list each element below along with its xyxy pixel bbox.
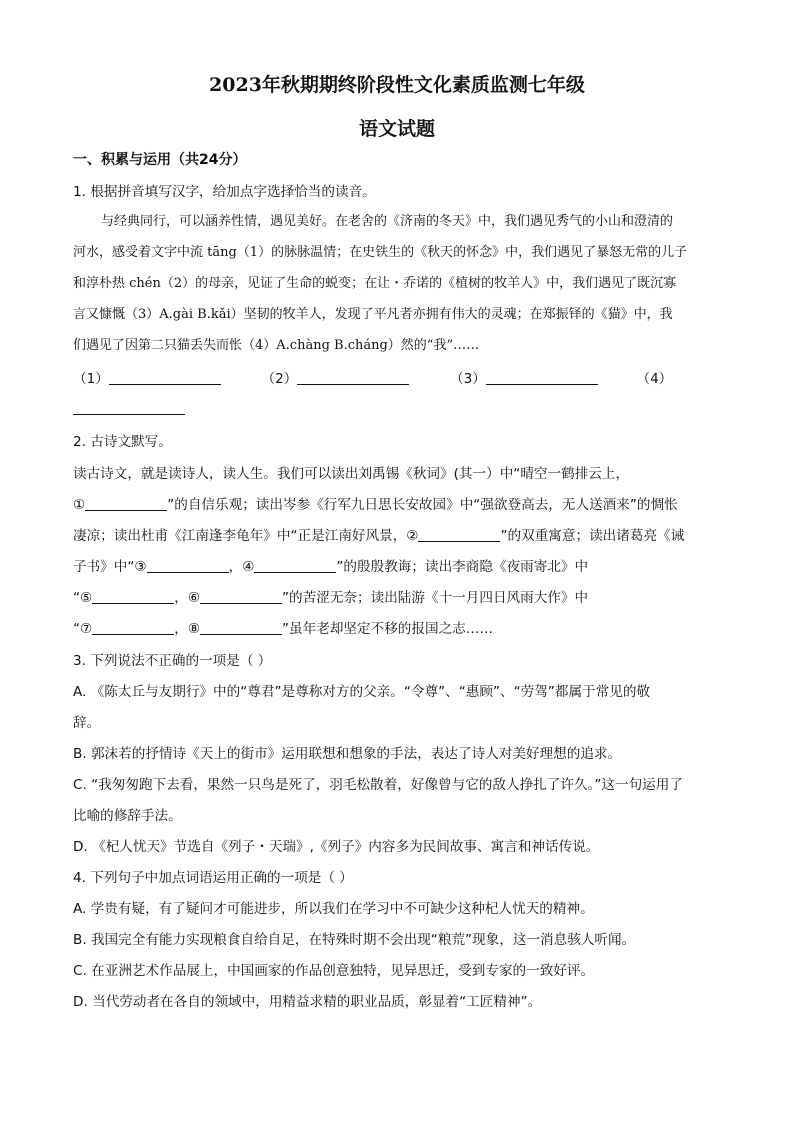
q3-option-c-cont: 比喻的修辞手法。 bbox=[73, 808, 182, 824]
q2-line-2 bbox=[73, 496, 678, 514]
q3-option-a-cont: 辞。 bbox=[73, 715, 101, 731]
q2-text-3: 凄凉；读出杜甫《江南逢李龟年》中“正是江南好风景，② bbox=[73, 528, 419, 544]
q3-option-a: A. 《陈太丘与友期行》中的“尊君”是尊称对方的父亲。“令尊”、“惠顾”、“劳驾”都属于常见的敬 bbox=[73, 684, 651, 700]
q3-option-d: D. 《杞人忧天》节选自《列子・天瑞》,《列子》内容多为民间故事、寓言和神话传说。 bbox=[73, 839, 600, 855]
q2-line-4 bbox=[73, 558, 588, 576]
q1-passage-line-2: 河水，感受着文字中流 tāng（1）的脉脉温情；在史铁生的《秋天的怀念》中，我们遇见了暴怒无常的儿子 bbox=[73, 245, 688, 260]
blank-marker-1: ① bbox=[73, 497, 86, 513]
q2-text-7: ”的殷殷教诲；读出李商隐《夜雨寄北》中 bbox=[336, 559, 589, 575]
subject-title: 语文试题 bbox=[358, 118, 435, 140]
q1-answer-row bbox=[73, 370, 672, 388]
q4-option-b: B. 我国完全有能力实现粮食自给自足，在特殊时期不会出现“粮荒”现象，这一消息骇人听闻。 bbox=[73, 932, 636, 948]
q1-passage-line-5: 们遇见了因第二只猫丢失而怅（4）A.chàng B.cháng）然的“我”…… bbox=[73, 338, 480, 353]
answer-blank-2[interactable] bbox=[297, 370, 409, 385]
blank-marker-5: “⑤ bbox=[73, 590, 93, 606]
blank-marker-6: ，⑥ bbox=[174, 590, 201, 606]
q1-passage-line-4: 言又慷慨（3）A.gài B.kǎi）坚韧的牧羊人，发现了平凡者亦拥有伟大的灵魂；在郑振铎的《猫》中，我 bbox=[73, 307, 673, 322]
answer-label-2: （2） bbox=[261, 371, 298, 387]
answer-blank-1[interactable] bbox=[109, 370, 221, 385]
q1-stem: 1. 根据拼音填写汉字，给加点字选择恰当的读音。 bbox=[73, 184, 376, 200]
blank-marker-4: ，④ bbox=[228, 559, 255, 575]
blank-marker-3: 子书》中“③ bbox=[73, 559, 147, 575]
q1-passage-line-3: 和淳朴热 chén（2）的母亲，见证了生命的蜕变；在让・乔诺的《植树的牧羊人》中，我们遇见了既沉寡 bbox=[73, 276, 677, 291]
q2-text-2: ”的自信乐观；读出岑参《行军九日思长安故园》中“强欲登高去，无人送酒来”的惆怅 bbox=[167, 497, 678, 513]
q2-line-5 bbox=[73, 589, 588, 607]
poem-blank-8[interactable] bbox=[200, 620, 282, 635]
answer-label-4: （4） bbox=[636, 371, 673, 387]
poem-blank-4[interactable] bbox=[254, 558, 336, 573]
q2-text-10: ”的苦涩无奈；读出陆游《十一月四日风雨大作》中 bbox=[282, 590, 589, 606]
exam-title: 2023年秋期期终阶段性文化素质监测七年级 bbox=[209, 74, 585, 96]
q4-option-a: A. 学贵有疑，有了疑问才可能进步，所以我们在学习中不可缺少这种杞人忧天的精神。 bbox=[73, 901, 594, 917]
q4-option-d: D. 当代劳动者在各自的领域中，用精益求精的职业品质，彰显着“工匠精神”。 bbox=[73, 994, 542, 1010]
q2-line-6 bbox=[73, 620, 493, 638]
blank-marker-8: ，⑧ bbox=[174, 621, 201, 637]
q2-text-13: ”虽年老却坚定不移的报国之志…… bbox=[282, 621, 493, 637]
q3-stem: 3. 下列说法不正确的一项是（ ） bbox=[73, 653, 272, 669]
blank-marker-7: “⑦ bbox=[73, 621, 93, 637]
q4-option-c: C. 在亚洲艺术作品展上，中国画家的作品创意独特，见异思迁，受到专家的一致好评。 bbox=[73, 963, 595, 979]
q1-answer-row-2 bbox=[73, 400, 185, 418]
section-heading: 一、积累与运用（共24分） bbox=[73, 152, 247, 168]
poem-blank-5[interactable] bbox=[92, 589, 174, 604]
q2-text-4: ”的双重寓意；读出诸葛亮《诫 bbox=[500, 528, 685, 544]
answer-blank-3[interactable] bbox=[486, 370, 598, 385]
q2-line-1: 读古诗文，就是读诗人，读人生。我们可以读出刘禹锡《秋词》(其一）中“晴空一鹤排云上， bbox=[73, 466, 630, 482]
q2-line-3 bbox=[73, 527, 684, 545]
answer-label-1: （1） bbox=[73, 371, 109, 387]
q4-stem: 4. 下列句子中加点词语运用正确的一项是（ ） bbox=[73, 870, 353, 886]
poem-blank-7[interactable] bbox=[92, 620, 174, 635]
poem-blank-6[interactable] bbox=[200, 589, 282, 604]
answer-blank-4[interactable] bbox=[73, 400, 185, 415]
q2-stem: 2. 古诗文默写。 bbox=[73, 434, 172, 450]
poem-blank-3[interactable] bbox=[147, 558, 229, 573]
q1-passage-line-1: 与经典同行，可以涵养性情，遇见美好。在老舍的《济南的冬天》中，我们遇见秀气的小山和澄清的 bbox=[101, 214, 674, 229]
poem-blank-1[interactable] bbox=[85, 496, 167, 511]
q3-option-c: C. “我匆匆跑下去看，果然一只鸟是死了，羽毛松散着，好像曾与它的敌人挣扎了许久。”这一句运用了 bbox=[73, 777, 683, 793]
poem-blank-2[interactable] bbox=[418, 527, 500, 542]
answer-label-3: （3） bbox=[450, 371, 486, 387]
q3-option-b: B. 郭沫若的抒情诗《天上的街市》运用联想和想象的手法，表达了诗人对美好理想的追求。 bbox=[73, 746, 622, 762]
